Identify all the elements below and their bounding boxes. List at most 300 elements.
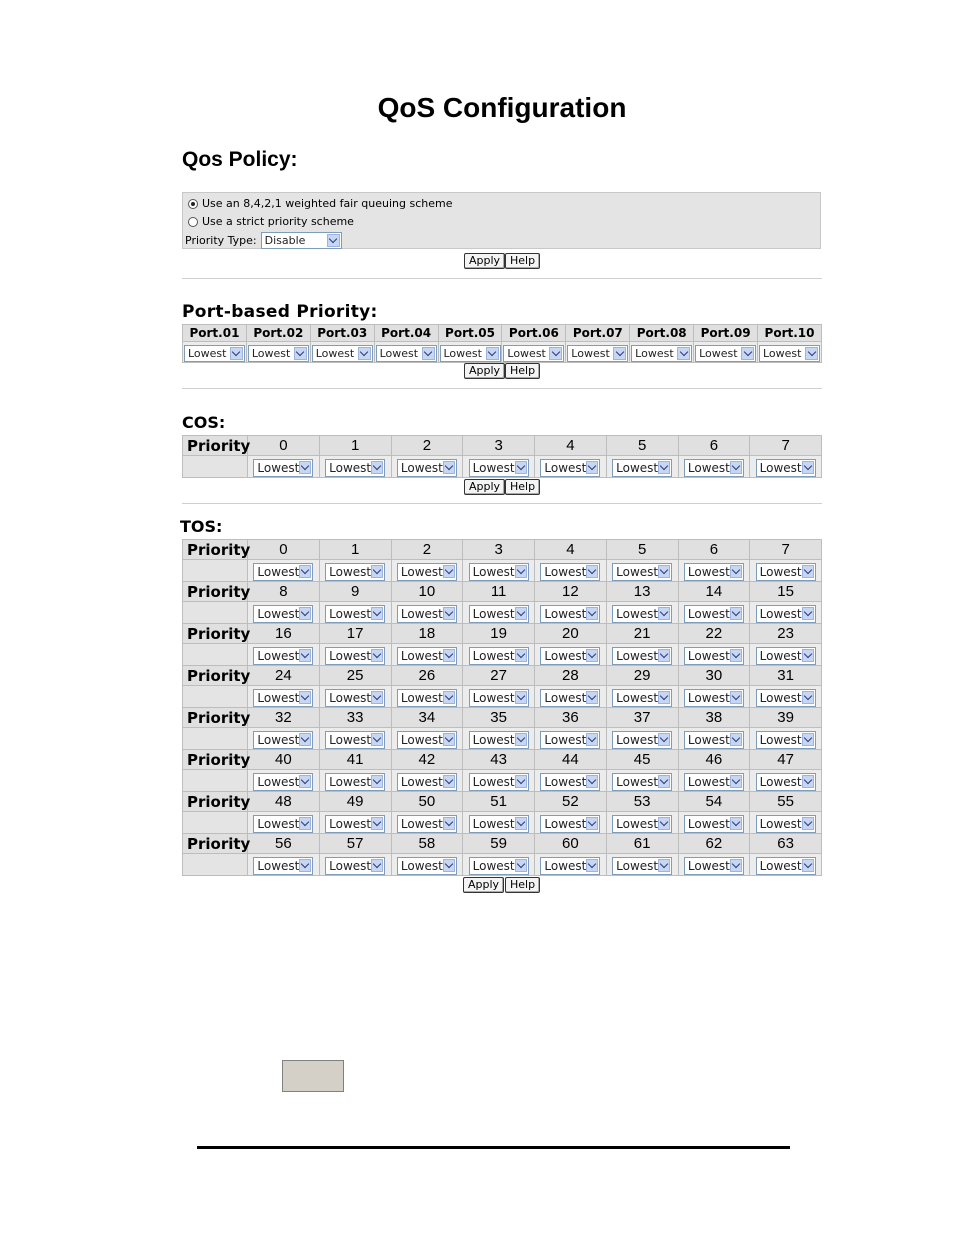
chevron-down-icon[interactable] — [802, 817, 814, 830]
port-priority-help-button[interactable]: Help — [505, 363, 540, 379]
port-header: Port.05 — [438, 325, 502, 342]
priority-select[interactable] — [325, 815, 385, 833]
select-value: Lowest — [472, 606, 515, 621]
divider — [182, 278, 822, 279]
port-header: Port.01 — [183, 325, 247, 342]
priority-select-cell — [391, 812, 463, 834]
chevron-down-icon[interactable] — [371, 565, 383, 578]
select-value: Lowest — [544, 460, 587, 475]
priority-select-cell — [678, 812, 750, 834]
priority-select-cell — [606, 602, 678, 624]
chevron-down-icon[interactable] — [443, 859, 455, 872]
select-value: Lowest — [544, 690, 587, 705]
port-select-cell — [246, 342, 310, 363]
strict-priority-option[interactable] — [188, 215, 354, 228]
priority-header: 37 — [606, 708, 678, 728]
chevron-down-icon[interactable] — [371, 775, 383, 788]
chevron-down-icon[interactable] — [371, 649, 383, 662]
port-header: Port.08 — [630, 325, 694, 342]
priority-select-cell — [319, 644, 391, 666]
select-value: Lowest — [759, 732, 802, 747]
priority-select[interactable] — [397, 647, 457, 665]
chevron-down-icon[interactable] — [443, 817, 455, 830]
port-priority-select[interactable] — [503, 345, 564, 362]
chevron-down-icon[interactable] — [730, 461, 742, 474]
priority-row-label: Priority — [183, 834, 248, 854]
priority-header: 4 — [535, 436, 607, 456]
priority-select-cell — [535, 456, 607, 478]
priority-select[interactable] — [397, 605, 457, 623]
priority-select[interactable] — [756, 773, 816, 791]
select-value: Lowest — [759, 606, 802, 621]
chevron-down-icon[interactable] — [658, 461, 670, 474]
priority-select[interactable] — [253, 689, 313, 707]
priority-select[interactable] — [756, 857, 816, 875]
priority-select[interactable] — [397, 459, 457, 477]
priority-header: 10 — [391, 582, 463, 602]
priority-select-cell — [319, 812, 391, 834]
chevron-down-icon[interactable] — [230, 347, 243, 360]
priority-select[interactable] — [253, 605, 313, 623]
priority-header: 42 — [391, 750, 463, 770]
port-priority-select[interactable] — [440, 345, 501, 362]
port-priority-table — [182, 324, 822, 363]
priority-select[interactable] — [756, 459, 816, 477]
select-value: Lowest — [187, 347, 227, 360]
priority-select[interactable] — [253, 459, 313, 477]
chevron-down-icon[interactable] — [515, 649, 527, 662]
chevron-down-icon[interactable] — [613, 347, 626, 360]
priority-select[interactable] — [253, 815, 313, 833]
wfq-option[interactable] — [188, 197, 452, 210]
chevron-down-icon[interactable] — [802, 775, 814, 788]
chevron-down-icon[interactable] — [515, 691, 527, 704]
page-title: QoS Configuration — [377, 92, 627, 123]
priority-select[interactable] — [684, 563, 744, 581]
priority-select-cell — [678, 644, 750, 666]
qos-policy-apply-button[interactable]: Apply — [464, 253, 505, 269]
port-priority-select[interactable] — [567, 345, 628, 362]
priority-select[interactable] — [325, 459, 385, 477]
priority-header-row — [183, 624, 822, 644]
row-spacer — [183, 728, 248, 750]
priority-header: 25 — [319, 666, 391, 686]
priority-select[interactable] — [612, 647, 672, 665]
priority-type-row — [185, 232, 342, 249]
chevron-down-icon[interactable] — [802, 461, 814, 474]
priority-header: 45 — [606, 750, 678, 770]
port-priority-select[interactable] — [631, 345, 692, 362]
chevron-down-icon[interactable] — [730, 817, 742, 830]
chevron-down-icon[interactable] — [299, 733, 311, 746]
wfq-radio[interactable] — [188, 199, 198, 209]
chevron-down-icon[interactable] — [515, 607, 527, 620]
priority-header: 6 — [678, 436, 750, 456]
priority-header-row — [183, 436, 822, 456]
priority-header: 20 — [535, 624, 607, 644]
priority-select-cell — [319, 560, 391, 582]
priority-header: 2 — [391, 436, 463, 456]
chevron-down-icon[interactable] — [802, 565, 814, 578]
select-value: Lowest — [616, 858, 659, 873]
priority-select[interactable] — [756, 815, 816, 833]
chevron-down-icon[interactable] — [586, 649, 598, 662]
select-value: Lowest — [616, 606, 659, 621]
chevron-down-icon[interactable] — [730, 775, 742, 788]
priority-select[interactable] — [325, 857, 385, 875]
chevron-down-icon[interactable] — [443, 649, 455, 662]
priority-select[interactable] — [253, 647, 313, 665]
priority-select[interactable] — [684, 459, 744, 477]
chevron-down-icon[interactable] — [802, 691, 814, 704]
chevron-down-icon[interactable] — [371, 607, 383, 620]
select-value: Lowest — [257, 564, 300, 579]
select-value: Lowest — [687, 732, 730, 747]
port-priority-select[interactable] — [248, 345, 309, 362]
chevron-down-icon[interactable] — [730, 733, 742, 746]
select-value: Lowest — [544, 816, 587, 831]
chevron-down-icon[interactable] — [299, 775, 311, 788]
select-value: Lowest — [507, 347, 546, 360]
port-priority-select[interactable] — [759, 345, 820, 362]
chevron-down-icon[interactable] — [586, 733, 598, 746]
select-value: Lowest — [687, 774, 730, 789]
priority-select-row — [183, 686, 822, 708]
port-header: Port.04 — [374, 325, 438, 342]
chevron-down-icon[interactable] — [371, 733, 383, 746]
chevron-down-icon[interactable] — [586, 565, 598, 578]
priority-select[interactable] — [540, 459, 600, 477]
chevron-down-icon[interactable] — [730, 649, 742, 662]
chevron-down-icon[interactable] — [741, 347, 754, 360]
priority-select[interactable] — [540, 689, 600, 707]
row-spacer — [183, 602, 248, 624]
strict-priority-radio[interactable] — [188, 217, 198, 227]
cos-help-button[interactable]: Help — [505, 479, 540, 495]
chevron-down-icon[interactable] — [802, 733, 814, 746]
select-value: Lowest — [329, 606, 372, 621]
select-value: Lowest — [257, 732, 300, 747]
chevron-down-icon[interactable] — [730, 607, 742, 620]
tos-help-button[interactable]: Help — [505, 877, 540, 893]
chevron-down-icon[interactable] — [294, 347, 307, 360]
chevron-down-icon[interactable] — [371, 691, 383, 704]
chevron-down-icon[interactable] — [358, 347, 371, 360]
port-priority-apply-button[interactable]: Apply — [464, 363, 505, 379]
chevron-down-icon[interactable] — [443, 565, 455, 578]
chevron-down-icon[interactable] — [299, 607, 311, 620]
priority-row-label: Priority — [183, 750, 248, 770]
chevron-down-icon[interactable] — [299, 817, 311, 830]
chevron-down-icon[interactable] — [658, 817, 670, 830]
priority-header-row — [183, 582, 822, 602]
select-value: Lowest — [329, 774, 372, 789]
select-value: Lowest — [472, 564, 515, 579]
port-priority-select[interactable] — [376, 345, 437, 362]
chevron-down-icon[interactable] — [586, 461, 598, 474]
priority-select[interactable] — [684, 689, 744, 707]
row-spacer — [183, 770, 248, 792]
priority-select[interactable] — [540, 773, 600, 791]
priority-select[interactable] — [397, 773, 457, 791]
priority-select[interactable] — [325, 647, 385, 665]
priority-select[interactable] — [684, 815, 744, 833]
priority-header: 0 — [248, 436, 320, 456]
priority-select[interactable] — [469, 815, 529, 833]
row-spacer — [183, 456, 248, 478]
priority-select-row — [183, 602, 822, 624]
priority-header: 8 — [248, 582, 320, 602]
chevron-down-icon[interactable] — [802, 649, 814, 662]
priority-select[interactable] — [540, 605, 600, 623]
select-value: Lowest — [616, 774, 659, 789]
chevron-down-icon[interactable] — [677, 347, 690, 360]
priority-select-cell — [750, 644, 822, 666]
priority-select[interactable] — [469, 689, 529, 707]
chevron-down-icon[interactable] — [443, 461, 455, 474]
port-priority-select[interactable] — [312, 345, 373, 362]
chevron-down-icon[interactable] — [443, 733, 455, 746]
chevron-down-icon[interactable] — [443, 775, 455, 788]
blank-button[interactable] — [282, 1060, 344, 1092]
priority-select[interactable] — [397, 563, 457, 581]
priority-header: 61 — [606, 834, 678, 854]
priority-select[interactable] — [684, 857, 744, 875]
priority-header: 13 — [606, 582, 678, 602]
priority-select[interactable] — [469, 731, 529, 749]
priority-select[interactable] — [612, 857, 672, 875]
priority-header: 46 — [678, 750, 750, 770]
priority-header: 0 — [248, 540, 320, 560]
priority-select[interactable] — [684, 605, 744, 623]
priority-select[interactable] — [325, 689, 385, 707]
port-select-cell — [502, 342, 566, 363]
chevron-down-icon[interactable] — [658, 607, 670, 620]
priority-select[interactable] — [756, 731, 816, 749]
chevron-down-icon[interactable] — [658, 775, 670, 788]
select-value: Lowest — [687, 606, 730, 621]
chevron-down-icon[interactable] — [515, 565, 527, 578]
chevron-down-icon[interactable] — [658, 859, 670, 872]
priority-header-row — [183, 750, 822, 770]
priority-select[interactable] — [540, 731, 600, 749]
priority-select[interactable] — [397, 689, 457, 707]
select-value: Lowest — [616, 648, 659, 663]
chevron-down-icon[interactable] — [802, 607, 814, 620]
chevron-down-icon[interactable] — [658, 691, 670, 704]
priority-select[interactable] — [756, 689, 816, 707]
select-value: Lowest — [329, 732, 372, 747]
chevron-down-icon[interactable] — [422, 347, 435, 360]
priority-select[interactable] — [540, 647, 600, 665]
priority-select-cell — [391, 456, 463, 478]
chevron-down-icon[interactable] — [805, 347, 818, 360]
priority-select[interactable] — [253, 773, 313, 791]
chevron-down-icon[interactable] — [371, 817, 383, 830]
priority-header: 7 — [750, 540, 822, 560]
priority-select-cell — [535, 854, 607, 876]
priority-select-cell — [463, 854, 535, 876]
chevron-down-icon[interactable] — [371, 859, 383, 872]
priority-select-cell — [248, 770, 320, 792]
priority-select[interactable] — [325, 563, 385, 581]
priority-select-cell — [391, 560, 463, 582]
port-priority-select[interactable] — [184, 345, 245, 362]
chevron-down-icon[interactable] — [299, 461, 311, 474]
priority-header: 12 — [535, 582, 607, 602]
chevron-down-icon[interactable] — [586, 817, 598, 830]
priority-select[interactable] — [756, 605, 816, 623]
priority-select-row — [183, 456, 822, 478]
priority-select[interactable] — [612, 459, 672, 477]
chevron-down-icon[interactable] — [802, 859, 814, 872]
chevron-down-icon[interactable] — [658, 733, 670, 746]
chevron-down-icon[interactable] — [730, 691, 742, 704]
priority-header: 5 — [606, 540, 678, 560]
select-value: Lowest — [472, 460, 515, 475]
priority-select[interactable] — [612, 731, 672, 749]
chevron-down-icon[interactable] — [486, 347, 499, 360]
chevron-down-icon[interactable] — [443, 691, 455, 704]
chevron-down-icon[interactable] — [299, 859, 311, 872]
priority-select-cell — [248, 728, 320, 750]
priority-select[interactable] — [397, 731, 457, 749]
priority-select[interactable] — [325, 605, 385, 623]
priority-header: 1 — [319, 436, 391, 456]
priority-select[interactable] — [540, 857, 600, 875]
priority-select[interactable] — [325, 731, 385, 749]
priority-header: 57 — [319, 834, 391, 854]
priority-select[interactable] — [684, 647, 744, 665]
priority-header: 47 — [750, 750, 822, 770]
priority-select[interactable] — [684, 731, 744, 749]
priority-select-cell — [391, 686, 463, 708]
select-value: Lowest — [687, 816, 730, 831]
port-priority-select[interactable] — [695, 345, 756, 362]
chevron-down-icon[interactable] — [443, 607, 455, 620]
priority-select[interactable] — [253, 563, 313, 581]
priority-header: 23 — [750, 624, 822, 644]
priority-select-cell — [678, 686, 750, 708]
priority-header: 34 — [391, 708, 463, 728]
priority-type-select[interactable] — [261, 232, 342, 249]
priority-header: 5 — [606, 436, 678, 456]
chevron-down-icon[interactable] — [586, 691, 598, 704]
chevron-down-icon[interactable] — [327, 234, 340, 247]
chevron-down-icon[interactable] — [586, 859, 598, 872]
chevron-down-icon[interactable] — [730, 565, 742, 578]
priority-select[interactable] — [540, 563, 600, 581]
priority-header: 55 — [750, 792, 822, 812]
priority-select-row — [183, 812, 822, 834]
select-value: Lowest — [443, 347, 482, 360]
priority-select[interactable] — [756, 647, 816, 665]
select-value: Lowest — [257, 858, 300, 873]
priority-select-cell — [391, 770, 463, 792]
chevron-down-icon[interactable] — [586, 775, 598, 788]
strict-priority-option-label: Use a strict priority scheme — [202, 215, 354, 228]
priority-select[interactable] — [253, 731, 313, 749]
priority-select[interactable] — [469, 605, 529, 623]
chevron-down-icon[interactable] — [549, 347, 562, 360]
priority-header: 3 — [463, 540, 535, 560]
priority-select-cell — [678, 456, 750, 478]
chevron-down-icon[interactable] — [586, 607, 598, 620]
priority-select[interactable] — [612, 815, 672, 833]
priority-select[interactable] — [469, 773, 529, 791]
select-value: Lowest — [544, 606, 587, 621]
chevron-down-icon[interactable] — [515, 461, 527, 474]
priority-header: 33 — [319, 708, 391, 728]
priority-select[interactable] — [756, 563, 816, 581]
select-value: Lowest — [257, 648, 300, 663]
wfq-option-label: Use an 8,4,2,1 weighted fair queuing scheme — [202, 197, 453, 210]
select-value: Lowest — [329, 460, 372, 475]
port-header: Port.07 — [566, 325, 630, 342]
tos-apply-button[interactable]: Apply — [463, 877, 504, 893]
priority-select[interactable] — [397, 857, 457, 875]
priority-select[interactable] — [469, 647, 529, 665]
chevron-down-icon[interactable] — [515, 817, 527, 830]
chevron-down-icon[interactable] — [515, 859, 527, 872]
priority-row-label: Priority — [183, 582, 248, 602]
priority-select[interactable] — [253, 857, 313, 875]
chevron-down-icon[interactable] — [371, 461, 383, 474]
priority-select[interactable] — [612, 563, 672, 581]
priority-select[interactable] — [325, 773, 385, 791]
priority-select-cell — [750, 770, 822, 792]
cos-title: COS: — [182, 413, 226, 432]
row-spacer — [183, 854, 248, 876]
priority-header: 39 — [750, 708, 822, 728]
divider — [182, 388, 822, 389]
priority-select[interactable] — [612, 689, 672, 707]
priority-select[interactable] — [612, 773, 672, 791]
priority-select[interactable] — [469, 857, 529, 875]
divider — [182, 503, 822, 504]
priority-type-value: Disable — [264, 234, 306, 247]
qos-policy-help-button[interactable]: Help — [505, 253, 540, 269]
priority-header: 19 — [463, 624, 535, 644]
chevron-down-icon[interactable] — [658, 565, 670, 578]
priority-select-row — [183, 770, 822, 792]
priority-select[interactable] — [469, 459, 529, 477]
priority-select[interactable] — [612, 605, 672, 623]
chevron-down-icon[interactable] — [299, 691, 311, 704]
chevron-down-icon[interactable] — [299, 649, 311, 662]
tos-table — [182, 539, 822, 876]
priority-select-row — [183, 644, 822, 666]
chevron-down-icon[interactable] — [515, 733, 527, 746]
chevron-down-icon[interactable] — [658, 649, 670, 662]
priority-header: 43 — [463, 750, 535, 770]
select-value: Lowest — [257, 816, 300, 831]
priority-select[interactable] — [540, 815, 600, 833]
bottom-rule — [197, 1146, 790, 1149]
port-priority-title: Port-based Priority: — [182, 302, 378, 322]
select-value: Lowest — [472, 858, 515, 873]
priority-select[interactable] — [397, 815, 457, 833]
priority-header: 29 — [606, 666, 678, 686]
priority-select[interactable] — [469, 563, 529, 581]
select-value: Lowest — [687, 564, 730, 579]
cos-apply-button[interactable]: Apply — [464, 479, 505, 495]
priority-header-row — [183, 792, 822, 812]
chevron-down-icon[interactable] — [515, 775, 527, 788]
chevron-down-icon[interactable] — [299, 565, 311, 578]
priority-select[interactable] — [684, 773, 744, 791]
chevron-down-icon[interactable] — [730, 859, 742, 872]
